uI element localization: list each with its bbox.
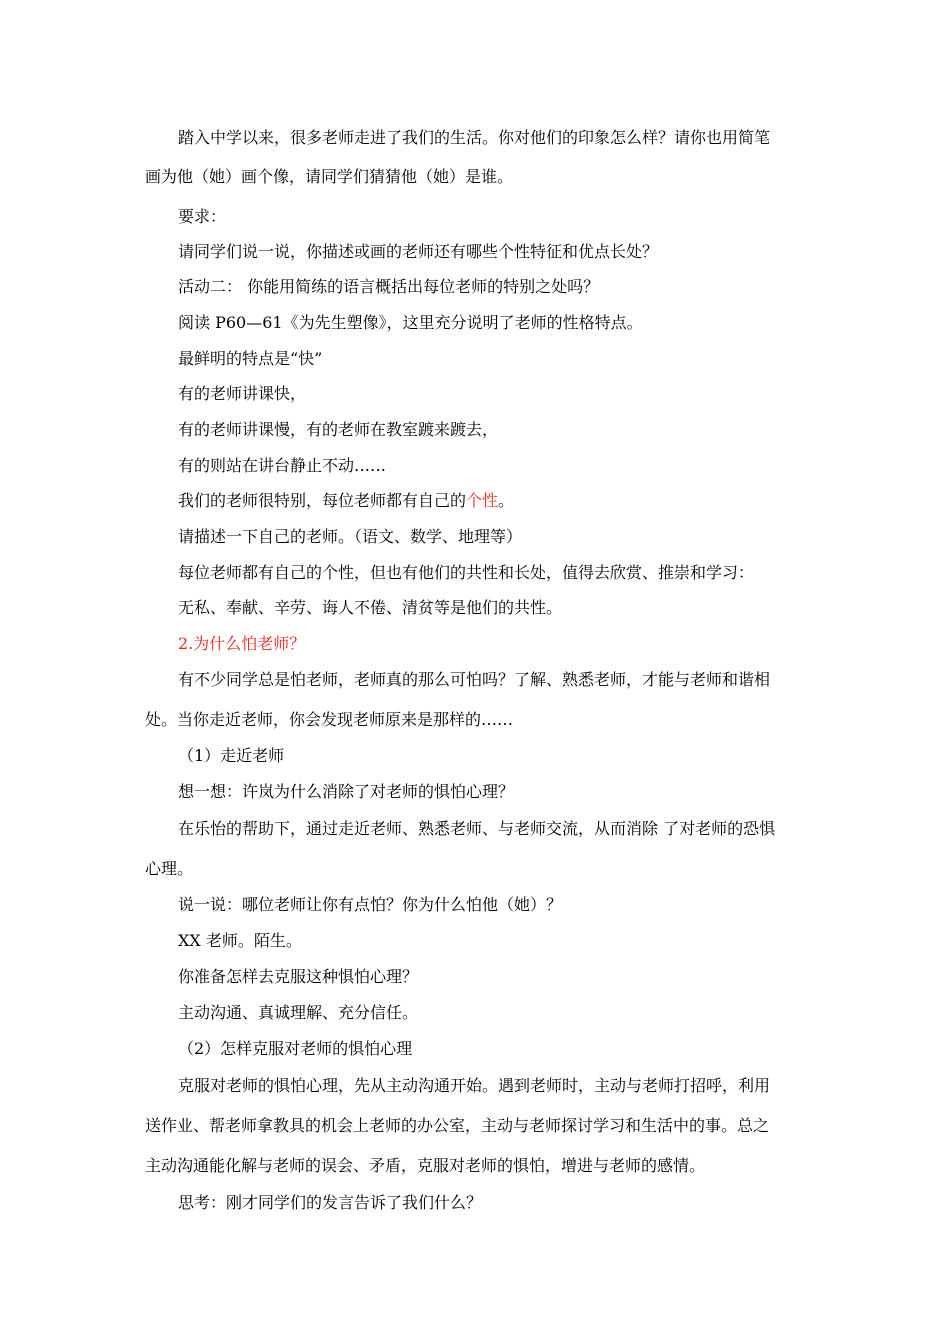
- paragraph-overcome-answer: 主动沟通、真诚理解、充分信任。: [178, 1003, 419, 1022]
- paragraph-traits-list: 无私、奉献、辛劳、诲人不倦、清贫等是他们的共性。: [178, 598, 563, 617]
- paragraph-teacher-slow: 有的老师讲课慢，有的老师在教室踱来踱去，: [178, 420, 499, 439]
- paragraph-fear-line1: 有不少同学总是怕老师，老师真的那么可怕吗？了解、熟悉老师，才能与老师和谐相: [178, 670, 771, 689]
- paragraph-help-line1: 在乐怡的帮助下，通过走近老师、熟悉老师、与老师交流，从而消除 了对老师的恐惧: [178, 819, 776, 838]
- paragraph-teacher-fast: 有的老师讲课快，: [178, 384, 307, 403]
- paragraph-reflection: 思考：刚才同学们的发言告诉了我们什么？: [178, 1193, 483, 1212]
- paragraph-xx-teacher: XX 老师。陌生。: [178, 931, 302, 950]
- paragraph-intro-line1: 踏入中学以来，很多老师走进了我们的生活。你对他们的印象怎么样？请你也用简笔: [178, 128, 771, 147]
- paragraph-fear-line2: 处。当你走近老师，你会发现老师原来是那样的……: [145, 710, 514, 729]
- paragraph-requirement: 请同学们说一说，你描述或画的老师还有哪些个性特征和优点长处？: [178, 242, 659, 261]
- paragraph-intro-line2: 画为他（她）画个像，请同学们猜猜他（她）是谁。: [145, 167, 514, 186]
- paragraph-communication-line1: 克服对老师的惧怕心理，先从主动沟通开始。遇到老师时，主动与老师打招呼，利用: [178, 1076, 771, 1095]
- subheading-overcome-fear: （2）怎样克服对老师的惧怕心理: [178, 1039, 413, 1058]
- paragraph-help-line2: 心理。: [145, 859, 194, 878]
- paragraph-communication-line3: 主动沟通能化解与老师的误会、矛盾，克服对老师的惧怕，增进与老师的感情。: [145, 1156, 706, 1175]
- personality-text: 我们的老师很特别，每位老师都有自己的: [178, 491, 467, 510]
- paragraph-personality: [178, 491, 514, 511]
- requirement-label: 要求：: [178, 207, 227, 226]
- paragraph-think: 想一想：许岚为什么消除了对老师的惧怕心理？: [178, 782, 515, 801]
- paragraph-say: 说一说：哪位老师让你有点怕？你为什么怕他（她）？: [178, 895, 563, 914]
- paragraph-activity-two: 活动二： 你能用简练的语言概括出每位老师的特别之处吗？: [178, 277, 600, 296]
- personality-highlight: 个性: [466, 491, 499, 510]
- subheading-approach-teacher: （1）走近老师: [178, 746, 285, 765]
- paragraph-common-traits: 每位老师都有自己的个性，但也有他们的共性和长处，值得去欣赏、推崇和学习：: [178, 563, 755, 582]
- section-heading-2: 2.为什么怕老师？: [178, 634, 306, 653]
- paragraph-feature: 最鲜明的特点是“快”: [178, 349, 323, 368]
- paragraph-overcome-question: 你准备怎样去克服这种惧怕心理？: [178, 967, 419, 986]
- paragraph-describe-teacher: 请描述一下自己的老师。（语文、数学、地理等）: [178, 527, 523, 546]
- paragraph-reading: 阅读 P60—61《为先生塑像》，这里充分说明了老师的性格特点。: [178, 313, 643, 332]
- paragraph-teacher-still: 有的则站在讲台静止不动……: [178, 456, 387, 475]
- personality-period: 。: [498, 491, 515, 510]
- paragraph-communication-line2: 送作业、帮老师拿教具的机会上老师的办公室，主动与老师探讨学习和生活中的事。总之: [145, 1116, 770, 1135]
